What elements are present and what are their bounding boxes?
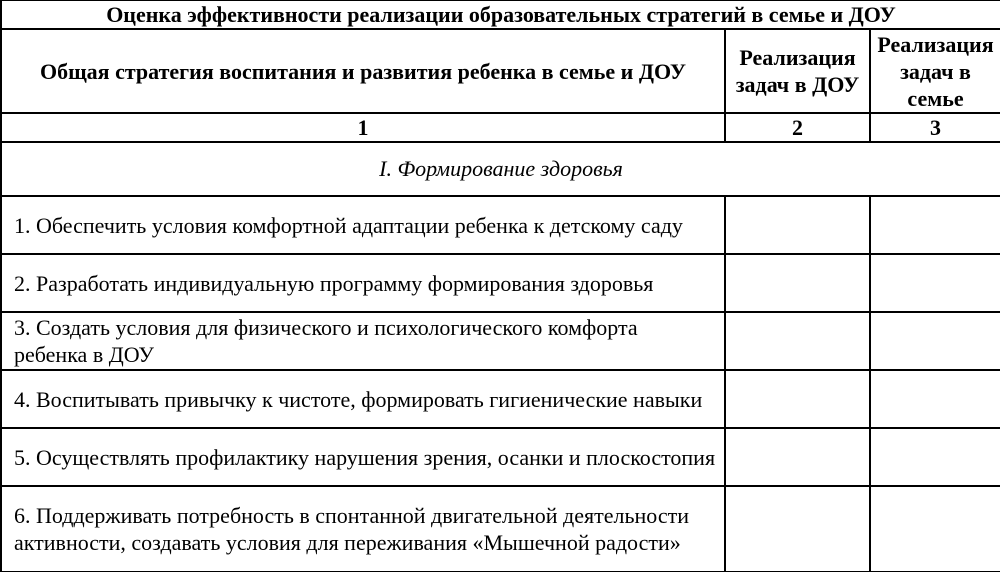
dou-cell[interactable] <box>725 486 870 572</box>
table-row <box>1 370 1000 428</box>
family-cell[interactable] <box>870 428 1000 486</box>
column-number-row <box>1 113 1000 142</box>
table-title: Оценка эффективности реализации образовательных стратегий в семье и ДОУ <box>1 1 1000 30</box>
header-dou: Реализация задач в ДОУ <box>725 29 870 113</box>
dou-cell[interactable] <box>725 312 870 370</box>
section-row <box>1 142 1000 196</box>
task-cell: 3. Создать условия для физического и психологического комфорта ребенка в ДОУ <box>1 312 725 370</box>
dou-cell[interactable] <box>725 254 870 312</box>
table-row <box>1 486 1000 572</box>
family-cell[interactable] <box>870 312 1000 370</box>
table-row <box>1 254 1000 312</box>
family-cell[interactable] <box>870 196 1000 254</box>
table-header-row <box>1 29 1000 113</box>
task-cell: 5. Осуществлять профилактику нарушения зрения, осанки и плоскостопия <box>1 428 725 486</box>
column-number: 3 <box>870 113 1000 142</box>
dou-cell[interactable] <box>725 370 870 428</box>
family-cell[interactable] <box>870 254 1000 312</box>
header-strategy: Общая стратегия воспитания и развития ребенка в семье и ДОУ <box>1 29 725 113</box>
task-cell: 6. Поддерживать потребность в спонтанной двигательной деятельности активности, создавать условия для переживания «Мышечной радости» <box>1 486 725 572</box>
dou-cell[interactable] <box>725 196 870 254</box>
header-family: Реализация задач в семье <box>870 29 1000 113</box>
table-row <box>1 196 1000 254</box>
family-cell[interactable] <box>870 370 1000 428</box>
section-title: I. Формирование здоровья <box>1 142 1000 196</box>
task-cell: 1. Обеспечить условия комфортной адаптации ребенка к детскому саду <box>1 196 725 254</box>
column-number: 2 <box>725 113 870 142</box>
dou-cell[interactable] <box>725 428 870 486</box>
task-cell: 2. Разработать индивидуальную программу формирования здоровья <box>1 254 725 312</box>
task-cell: 4. Воспитывать привычку к чистоте, формировать гигиенические навыки <box>1 370 725 428</box>
table-row <box>1 428 1000 486</box>
table-row <box>1 312 1000 370</box>
family-cell[interactable] <box>870 486 1000 572</box>
table-title-row <box>1 1 1000 30</box>
column-number: 1 <box>1 113 725 142</box>
